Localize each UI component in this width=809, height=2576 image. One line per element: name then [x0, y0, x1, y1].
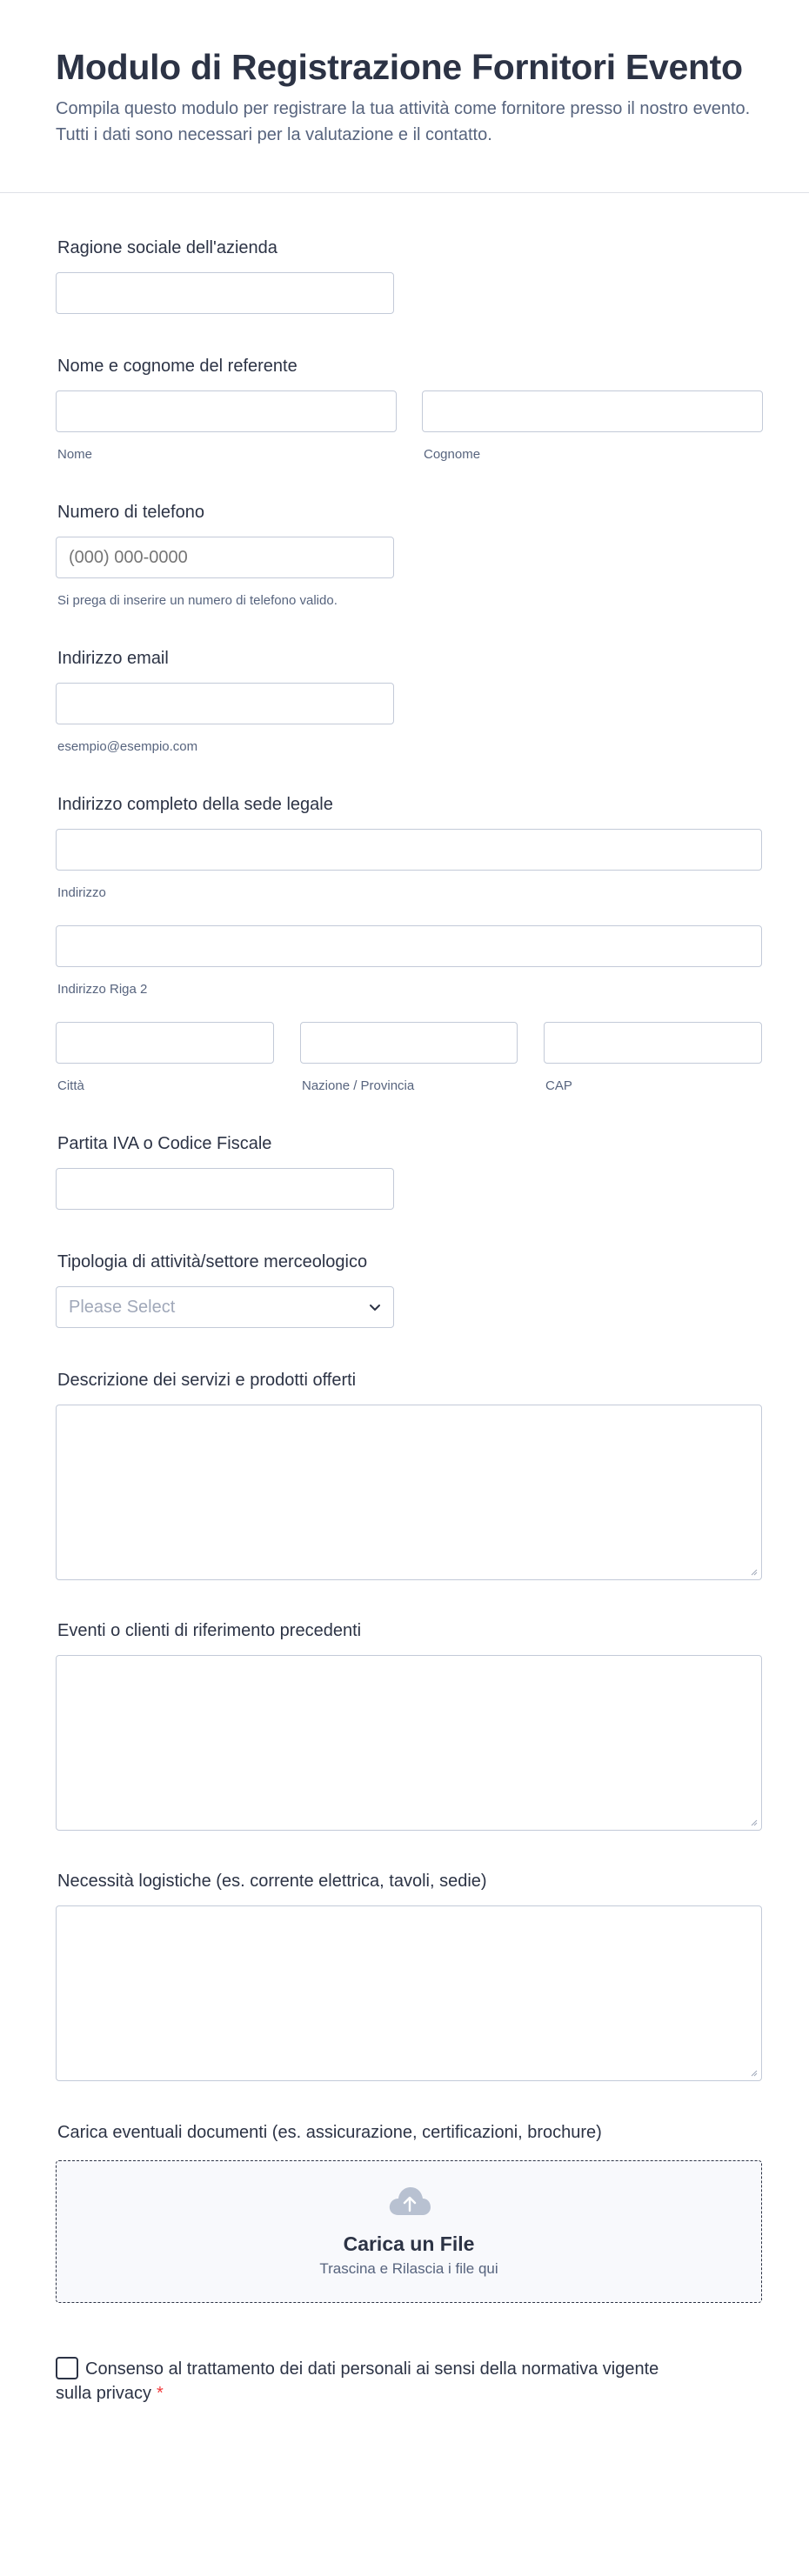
consent-checkbox[interactable]	[56, 2357, 78, 2379]
services-textarea[interactable]	[56, 1405, 762, 1580]
address-line1-input[interactable]	[56, 829, 762, 871]
page-subtitle: Compila questo modulo per registrare la tua attività come fornitore presso il nostro evento. Tutti i dati sono necessari per la valutazione e il contatto.	[56, 99, 751, 144]
required-marker: *	[157, 2384, 164, 2403]
email-label: Indirizzo email	[57, 649, 169, 668]
company-input[interactable]	[56, 272, 394, 314]
last-name-sublabel: Cognome	[424, 447, 481, 462]
cloud-upload-icon	[387, 2184, 432, 2219]
first-name-sublabel: Nome	[57, 447, 93, 462]
address-label: Indirizzo completo della sede legale	[57, 795, 333, 814]
zip-input[interactable]	[544, 1022, 762, 1064]
address-line1-sublabel: Indirizzo	[57, 885, 106, 900]
references-label: Eventi o clienti di riferimento precedenti	[57, 1621, 362, 1640]
logistics-label: Necessità logistiche (es. corrente elettrica, tavoli, sedie)	[57, 1872, 487, 1891]
upload-hint: Trascina e Rilascia i file qui	[319, 2260, 498, 2277]
email-sublabel: esempio@esempio.com	[57, 739, 198, 754]
first-name-input[interactable]	[56, 390, 397, 432]
state-sublabel: Nazione / Provincia	[302, 1078, 415, 1093]
category-label: Tipologia di attività/settore merceologico	[57, 1252, 368, 1271]
file-upload-dropzone[interactable]	[56, 2160, 762, 2303]
resize-grip-icon[interactable]	[749, 1818, 758, 1826]
city-input[interactable]	[56, 1022, 274, 1064]
address-line2-sublabel: Indirizzo Riga 2	[57, 982, 148, 997]
upload-label: Carica eventuali documenti (es. assicurazione, certificazioni, brochure)	[57, 2123, 602, 2142]
contact-label: Nome e cognome del referente	[57, 357, 298, 376]
upload-title: Carica un File	[343, 2232, 475, 2255]
resize-grip-icon[interactable]	[749, 2068, 758, 2077]
form-header	[0, 0, 809, 193]
category-select[interactable]	[56, 1286, 394, 1328]
city-sublabel: Città	[57, 1078, 84, 1093]
page-title: Modulo di Registrazione Fornitori Evento	[56, 47, 743, 87]
logistics-textarea[interactable]	[56, 1905, 762, 2081]
vat-label: Partita IVA o Codice Fiscale	[57, 1134, 272, 1153]
resize-grip-icon[interactable]	[749, 1567, 758, 1576]
references-textarea[interactable]	[56, 1655, 762, 1831]
phone-input[interactable]	[56, 537, 394, 578]
chevron-down-icon	[367, 1299, 383, 1315]
zip-sublabel: CAP	[545, 1078, 572, 1093]
company-label: Ragione sociale dell'azienda	[57, 238, 277, 257]
services-label: Descrizione dei servizi e prodotti offerti	[57, 1371, 357, 1390]
vat-input[interactable]	[56, 1168, 394, 1210]
email-input[interactable]	[56, 683, 394, 724]
last-name-input[interactable]	[422, 390, 763, 432]
state-input[interactable]	[300, 1022, 518, 1064]
address-line2-input[interactable]	[56, 925, 762, 967]
phone-input-box[interactable]	[57, 537, 393, 577]
consent-text: Consenso al trattamento dei dati personali ai sensi della normativa vigente sulla privacy	[56, 2359, 659, 2403]
form-body	[0, 193, 809, 2576]
phone-sublabel: Si prega di inserire un numero di telefono valido.	[57, 593, 338, 608]
phone-label: Numero di telefono	[57, 503, 204, 522]
category-select-value: Please Select	[69, 1297, 176, 1317]
consent-row	[56, 2357, 682, 2406]
